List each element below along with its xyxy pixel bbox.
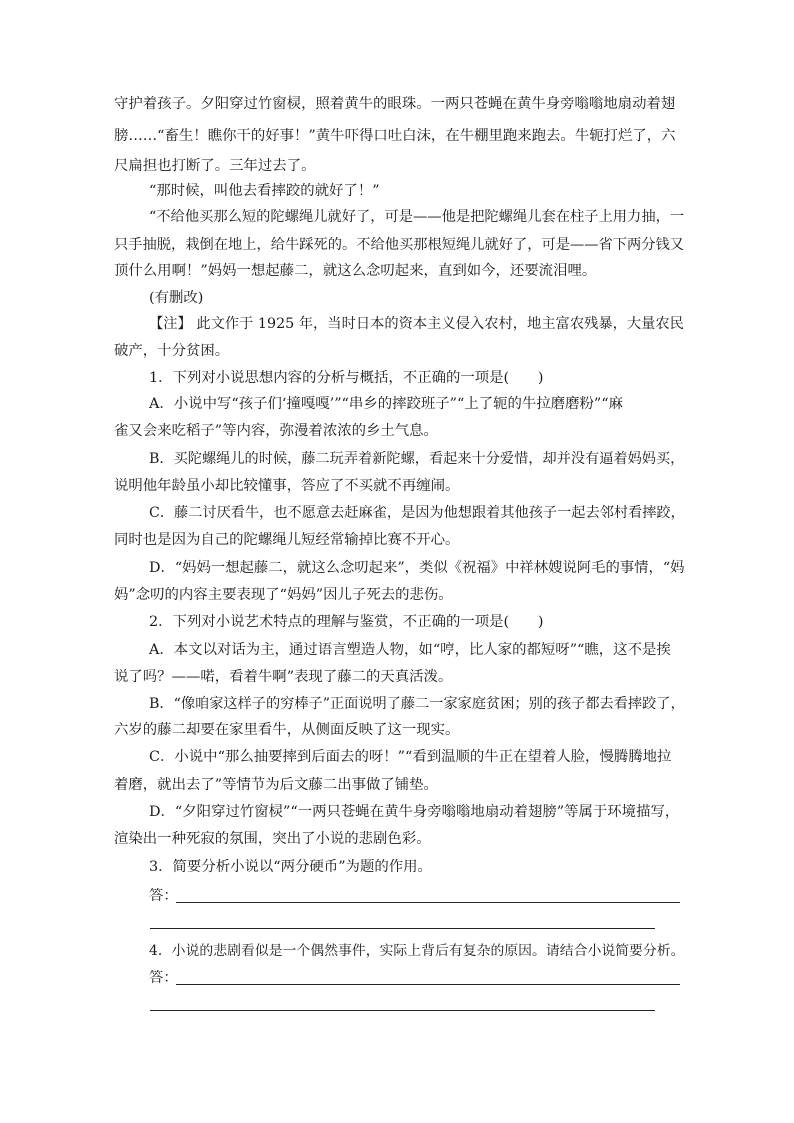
q1-option-a-line1: A．小说中写“孩子们‘撞嘎嘎’”“串乡的摔跤班子”“上了轭的牛拉磨磨粉”“麻 (149, 396, 623, 412)
q4-answer-line-2[interactable] (150, 1010, 655, 1011)
story-para3-line2: 只手抽脱，栽倒在地上，给牛踩死的。不给他买那根短绳儿就好了，可是——省下两分钱又 (114, 237, 685, 253)
annotation-line2: 破产，十分贫困。 (114, 343, 230, 359)
q1-option-c-line1: C．藤二讨厌看牛，也不愿意去赶麻雀，是因为他想跟着其他孩子一起去邻村看摔跤， (149, 505, 685, 521)
annotation-line1: 【注】 此文作于 1925 年，当时日本的资本主义侵入农村，地主富农残暴，大量农民 (149, 316, 684, 332)
q2-option-c-line2: 着磨，就出去了”等情节为后文藤二出事做了铺垫。 (114, 777, 438, 793)
q1-option-d-line1: D．“妈妈一想起藤二，就这么念叨起来”，类似《祝福》中祥林嫂说阿毛的事情，“妈 (149, 560, 685, 576)
q3-stem: 3．简要分析小说以“两分硬币”为题的作用。 (149, 859, 432, 875)
q1-option-c-line2: 同时也是因为自己的陀螺绳儿短经常输掉比赛不开心。 (114, 532, 460, 548)
source-note: (有删改) (149, 290, 204, 306)
q1-option-b-line1: B．买陀螺绳儿的时候，藤二玩弄着新陀螺，看起来十分爱惜，却并没有逼着妈妈买， (149, 451, 685, 467)
story-para1-line3: 尺扁担也打断了。三年过去了。 (114, 158, 316, 174)
q2-option-a-line1: A．本文以对话为主，通过语言塑造人物，如“哼，比人家的都短呀”“瞧，这不是挨 (149, 642, 671, 658)
story-para2: “那时候，叫他去看摔跤的就好了！” (149, 183, 380, 199)
q2-option-b-line1: B．“像咱家这样子的穷棒子”正面说明了藤二一家家庭贫困；别的孩子都去看摔跤了， (149, 696, 685, 712)
q2-option-b-line2: 六岁的藤二却要在家里看牛，从侧面反映了这一现实。 (114, 722, 460, 738)
q2-option-c-line1: C．小说中“那么抽要摔到后面去的呀！”“看到温顺的牛正在望着人脸，慢腾腾地拉 (149, 749, 672, 765)
q2-option-a-line2: 说了吗？——喏，看着牛啊”表现了藤二的天真活泼。 (114, 669, 453, 685)
story-para3-line1: “不给他买那么短的陀螺绳儿就好了，可是——他是把陀螺绳儿套在柱子上用力抽，一 (149, 209, 685, 225)
q3-answer-line-1[interactable] (176, 902, 680, 903)
story-para1-line2: 膀……“畜生！瞧你干的好事！”黄牛吓得口吐白沫，在牛棚里跑来跑去。牛轭打烂了，六 (114, 128, 676, 144)
story-para3-line3: 顶什么用啊！”妈妈一想起藤二，就这么念叨起来，直到如今，还要流泪哩。 (114, 263, 597, 279)
q3-answer-line-2[interactable] (150, 928, 655, 929)
q3-answer-label: 答： (149, 888, 178, 904)
q2-option-d-line1: D．“夕阳穿过竹窗棂”“一两只苍蝇在黄牛身旁嗡嗡地扇动着翅膀”等属于环境描写， (149, 804, 680, 820)
story-para1-line1: 守护着孩子。夕阳穿过竹窗棂，照着黄牛的眼珠。一两只苍蝇在黄牛身旁嗡嗡地扇动着翅 (114, 96, 676, 112)
q1-option-a-line2: 雀又会来吃稻子”等内容，弥漫着浓浓的乡土气息。 (114, 423, 438, 439)
q2-stem: 2．下列对小说艺术特点的理解与鉴赏，不正确的一项是( ) (149, 614, 544, 630)
q1-option-b-line2: 说明他年龄虽小却比较懂事，答应了不买就不再缠闹。 (114, 478, 460, 494)
q1-option-d-line2: 妈”念叨的内容主要表现了“妈妈”因儿子死去的悲伤。 (114, 587, 453, 603)
q4-answer-label: 答： (149, 970, 178, 986)
q4-stem: 4．小说的悲剧看似是一个偶然事件，实际上背后有复杂的原因。请结合小说简要分析。 (149, 943, 685, 959)
q4-answer-line-1[interactable] (176, 984, 680, 985)
q2-option-d-line2: 渲染出一种死寂的氛围，突出了小说的悲剧色彩。 (114, 831, 431, 847)
q1-stem: 1．下列对小说思想内容的分析与概括，不正确的一项是( ) (149, 370, 544, 386)
